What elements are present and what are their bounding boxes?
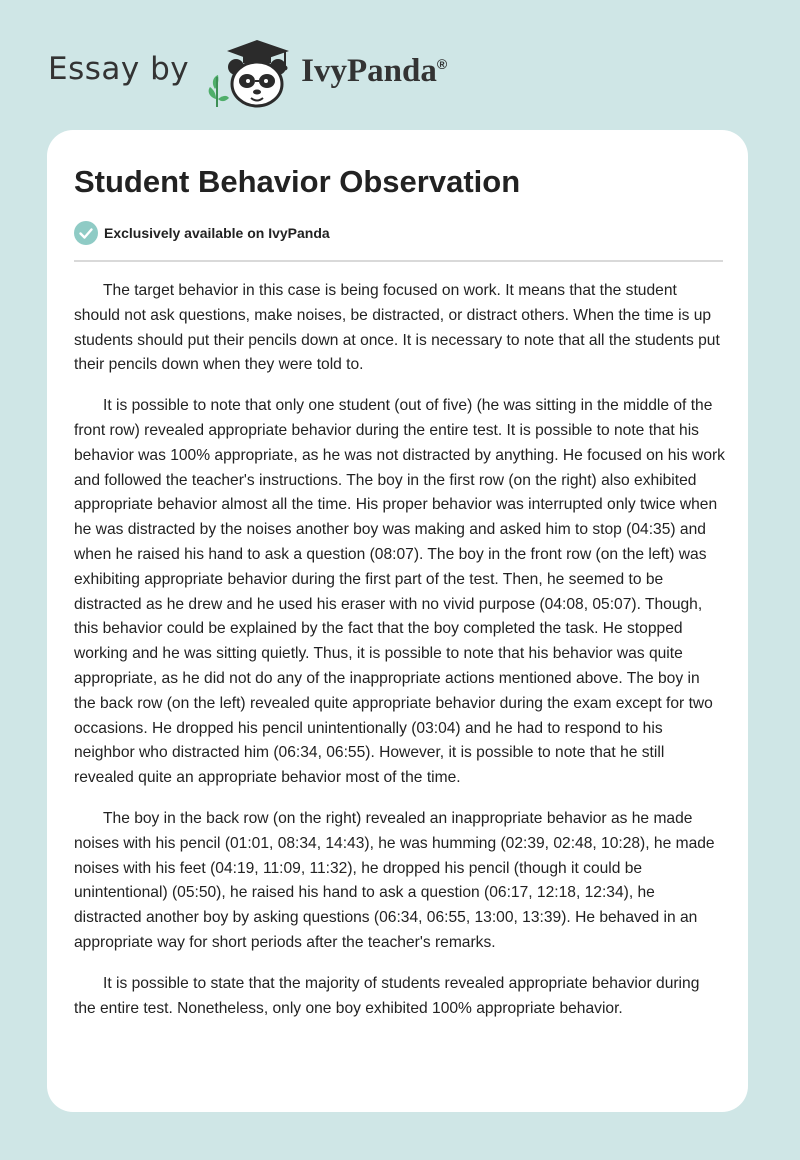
brand-logo[interactable] — [48, 36, 447, 110]
exclusive-badge-label: Exclusively available on IvyPanda — [104, 225, 330, 241]
paragraph: The target behavior in this case is being focused on work. It means that the student should not ask questions, make noises, be distracted, or distract others. When the time is up students should put their pencils down at once. It is necessary to note that all the students put their pencils down when they were told to. — [74, 282, 720, 374]
trademark-symbol: ® — [436, 55, 448, 72]
brand-prefix: Essay by — [48, 51, 190, 87]
title-divider — [74, 260, 723, 262]
paragraph: The boy in the back row (on the right) revealed an inappropriate behavior as he made noises with his pencil (01:01, 08:34, 14:43), he was humming (02:39, 02:48, 10:28), he made noises with his feet (04:19, 11:09, 11:32), he dropped his pencil (though it could be unintentional) (05:50), he raised his hand to ask a question (06:17, 12:18, 12:34), he distracted another boy by asking questions (06:34, 06:55, 13:00, 13:39). He behaved in an appropriate way for short periods after the teacher's remarks. — [74, 809, 715, 951]
check-circle-icon — [74, 221, 98, 245]
brand-name: IvyPanda® — [301, 52, 448, 89]
essay-card — [47, 130, 748, 1112]
essay-body — [74, 279, 725, 1037]
panda-logo-icon — [205, 37, 295, 109]
page-title: Student Behavior Observation — [74, 164, 521, 199]
paragraph: It is possible to note that only one student (out of five) (he was sitting in the middle of the front row) revealed appropriate behavior during the entire test. It is possible to note that his behavior was 100% appropriate, as he was not distracted by anything. He focused on his work and followed the teacher's instructions. The boy in the first row (on the right) also exhibited appropriate behavior almost all the time. His proper behavior was interrupted only twice when he was distracted by the noises another boy was making and asked him to stop (04:35) and when he raised his hand to ask a question (08:07). The boy in the front row (on the left) was exhibiting appropriate behavior during the first part of the test. Then, he seemed to be distracted as he drew and he used his eraser with no vivid purpose (04:08, 05:07). Though, this behavior could be explained by the fact that the boy completed the task. He stopped working and he was sitting quietly. Thus, it is possible to note that his behavior was quite appropriate, as he did not do any of the inappropriate actions mentioned above. The boy in the back row (on the left) revealed quite appropriate behavior during the exam except for two occasions. He dropped his pencil unintentionally (03:04) and he had to respond to his neighbor who distracted him (06:34, 06:55). However, it is possible to note that he still revealed quite an appropriate behavior most of the time. — [74, 397, 725, 787]
exclusive-badge — [74, 221, 330, 245]
paragraph: It is possible to state that the majority of students revealed appropriate behavior during the entire test. Nonetheless, only one boy exhibited 100% appropriate behavior. — [74, 974, 700, 1017]
